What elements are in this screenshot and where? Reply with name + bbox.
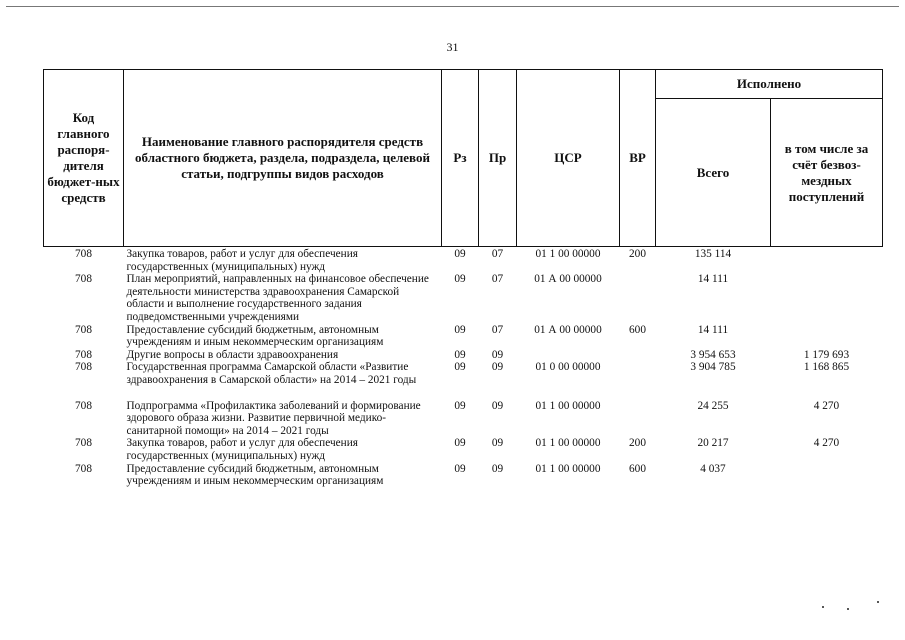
cell-rz: 09 [454,437,466,450]
cell-code: 708 [75,399,92,412]
cell-pr: 09 [491,437,504,450]
cell-free: 4 270 [813,399,840,412]
cell-total: 3 954 653 [690,348,736,361]
cell-vr [620,349,656,362]
cell-csr [517,349,620,362]
cell-rz: 09 [454,399,466,412]
cell-total: 135 114 [694,248,732,260]
scan-speck [822,606,824,608]
cell-pr: 09 [491,361,504,374]
cell-rz: 09 [454,248,466,260]
cell-name: Предоставление субсидий бюджетным, автономным учреждениям и иным некоммерческим организациям [126,323,384,349]
top-rule [6,6,899,7]
cell-csr: 01 1 00 00000 [535,437,601,450]
cell-name: Другие вопросы в области здравоохранения [126,348,339,361]
cell-pr: 07 [491,248,504,260]
cell-name: План мероприятий, направленных на финансовое обеспечение деятельности министерства здравоохранения Самарской области и выполнение государственного задания подведомственными учреждениями [126,273,429,323]
cell-vr: 600 [629,323,646,336]
cell-total: 4 037 [700,462,726,475]
scan-speck [847,608,849,610]
cell-code: 708 [75,273,92,286]
cell-free: 4 270 [813,437,840,450]
scan-speck [877,601,879,603]
cell-name: Подпрограмма «Профилактика заболеваний и формирование здорового образа жизни. Развитие первичной медико-санитарной помощи» на 2014 – 2021 годы [126,399,421,437]
table-header [44,70,883,247]
header-executed: Исполнено [656,70,883,99]
cell-name: Предоставление субсидий бюджетным, автономным учреждениям и иным некоммерческим организациям [126,462,384,488]
cell-csr: 01 А 00 00000 [534,323,602,336]
cell-total: 14 111 [697,323,729,336]
cell-name: Закупка товаров, работ и услуг для обеспечения государственных (муниципальных) нужд [126,437,358,462]
cell-free [771,463,883,488]
cell-name: Государственная программа Самарской области «Развитие здравоохранения в Самарской области» на 2014 – 2021 годы [126,361,417,386]
cell-name: Закупка товаров, работ и услуг для обеспечения государственных (муниципальных) нужд [126,248,358,273]
cell-code: 708 [75,348,92,361]
budget-table [43,69,883,488]
header-rz: Рз [442,70,479,247]
cell-code: 708 [75,361,92,374]
cell-csr: 01 А 00 00000 [534,273,602,286]
cell-csr: 01 0 00 00000 [535,361,601,374]
header-name: Наименование главного распорядителя средств областного бюджета, раздела, подраздела, целевой статьи, подгруппы видов расходов [124,70,442,247]
cell-rz: 09 [454,273,466,286]
cell-free [771,324,883,349]
cell-rz: 09 [454,348,466,361]
cell-free: 1 168 865 [803,361,850,374]
cell-total: 14 111 [697,273,729,286]
table-row [44,324,883,349]
cell-free: 1 179 693 [803,348,850,361]
cell-rz: 09 [454,462,466,475]
cell-total: 24 255 [697,399,729,412]
cell-pr: 09 [491,399,504,412]
table-row [44,400,883,438]
cell-pr: 09 [491,348,504,361]
cell-rz: 09 [454,323,466,336]
cell-csr: 01 1 00 00000 [535,399,601,412]
table-row [44,463,883,488]
cell-rz: 09 [454,361,466,374]
cell-vr: 600 [629,462,646,475]
header-total: Всего [656,99,771,247]
cell-vr [620,273,656,323]
cell-total: 20 217 [697,437,729,450]
table-row [44,273,883,323]
cell-free [771,247,883,274]
cell-total: 3 904 785 [690,361,736,374]
page-number: 31 [446,40,459,54]
cell-vr: 200 [629,248,646,260]
table-row [44,247,883,274]
cell-code: 708 [75,248,92,260]
cell-pr: 07 [491,273,504,286]
cell-code: 708 [75,462,92,475]
header-csr: ЦСР [517,70,620,247]
cell-pr: 07 [491,323,504,336]
cell-vr [620,361,656,399]
table-body [44,247,883,488]
cell-free [771,273,883,323]
cell-vr: 200 [629,437,646,450]
cell-pr: 09 [491,462,504,475]
cell-vr [620,400,656,438]
header-vr: ВР [620,70,656,247]
cell-code: 708 [75,437,92,450]
header-pr: Пр [479,70,517,247]
cell-csr: 01 1 00 00000 [535,462,601,475]
cell-code: 708 [75,323,92,336]
cell-csr: 01 1 00 00000 [535,248,601,260]
table-row [44,349,883,362]
header-free: в том числе за счёт безвоз-мездных поступлений [771,99,883,247]
header-code: Код главного распоря-дителя бюджет-ных средств [44,70,124,247]
table-row [44,361,883,399]
table-row [44,437,883,462]
